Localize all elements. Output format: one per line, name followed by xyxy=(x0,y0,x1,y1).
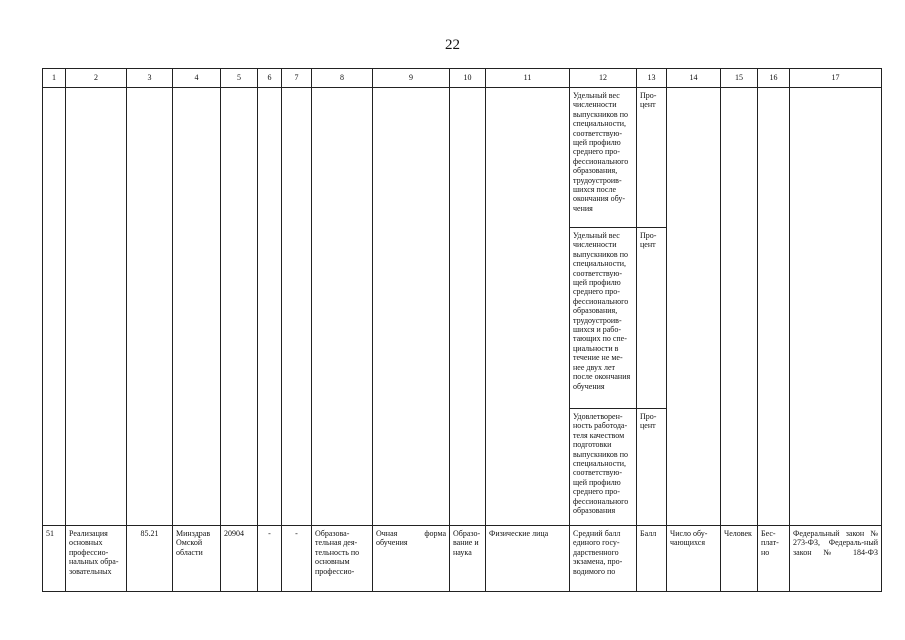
empty-cell xyxy=(173,88,221,526)
empty-cell xyxy=(312,88,373,526)
services-table xyxy=(42,68,882,592)
service-form: Очная форма обучения xyxy=(373,526,450,592)
header-cell: 10 xyxy=(450,69,486,88)
okved-code: 85.21 xyxy=(127,526,173,592)
quality-indicator: Средний балл единого госу-дарственного экзамена, про-водимого по xyxy=(570,526,637,592)
header-cell: 3 xyxy=(127,69,173,88)
activity-type: Образова-тельная дея-тельность по основным профессио- xyxy=(312,526,373,592)
empty-cell xyxy=(373,88,450,526)
header-cell: 14 xyxy=(667,69,721,88)
indicator-unit: Про-цент xyxy=(637,409,667,526)
column-number-row xyxy=(43,69,882,88)
payment-type: Бес-плат-но xyxy=(758,526,790,592)
header-cell: 9 xyxy=(373,69,450,88)
quality-unit: Балл xyxy=(637,526,667,592)
indicator-unit: Про-цент xyxy=(637,228,667,409)
page-number: 22 xyxy=(445,37,460,53)
header-cell: 8 xyxy=(312,69,373,88)
empty-cell xyxy=(790,88,882,526)
legal-basis: Федеральный закон № 273-ФЗ, Федераль-ный закон № 184-ФЗ xyxy=(790,526,882,592)
indicator-name: Удовлетворен-ность работода-теля качеством подготовки выпускников по специальности, соответствую-щей профилю среднего про-фессионального образования xyxy=(570,409,637,526)
header-cell: 6 xyxy=(258,69,282,88)
empty-cell xyxy=(450,88,486,526)
header-cell: 7 xyxy=(282,69,312,88)
header-cell: 13 xyxy=(637,69,667,88)
empty-cell xyxy=(486,88,570,526)
header-cell: 5 xyxy=(221,69,258,88)
authority-name: Минздрав Омской области xyxy=(173,526,221,592)
empty-cell xyxy=(758,88,790,526)
empty-cell xyxy=(66,88,127,526)
empty-cell xyxy=(258,88,282,526)
header-cell: 16 xyxy=(758,69,790,88)
volume-unit: Человек xyxy=(721,526,758,592)
consumer-category: Физические лица xyxy=(486,526,570,592)
volume-indicator: Число обу-чающихся xyxy=(667,526,721,592)
empty-cell xyxy=(667,88,721,526)
header-cell: 12 xyxy=(570,69,637,88)
empty-cell xyxy=(721,88,758,526)
indicator-unit: Про-цент xyxy=(637,88,667,228)
empty-cell xyxy=(282,88,312,526)
header-cell: 1 xyxy=(43,69,66,88)
continued-indicator-row xyxy=(43,88,882,228)
header-cell: 2 xyxy=(66,69,127,88)
sphere: Образо-вание и наука xyxy=(450,526,486,592)
row-number: 51 xyxy=(43,526,66,592)
empty-cell xyxy=(43,88,66,526)
empty-cell xyxy=(127,88,173,526)
authority-code: 20904 xyxy=(221,526,258,592)
header-cell: 17 xyxy=(790,69,882,88)
indicator-name: Удельный вес численности выпускников по специальности, соответствую-щей профилю среднего про-фессионального образования, трудоустроив-шихся и рабо-тающих по спе-циальности в течение не ме-нее двух лет после окончания обучения xyxy=(570,228,637,409)
indicator-name: Удельный вес численности выпускников по специальности, соответствую-щей профилю среднего про-фессионального образования, трудоустроив-шихся после окончания обу-чения xyxy=(570,88,637,228)
service-name: Реализация основных профессио-нальных обра-зовательных xyxy=(66,526,127,592)
header-cell: 11 xyxy=(486,69,570,88)
header-cell: 4 xyxy=(173,69,221,88)
col6-value: - xyxy=(258,526,282,592)
col7-value: - xyxy=(282,526,312,592)
empty-cell xyxy=(221,88,258,526)
table-row xyxy=(43,526,882,592)
header-cell: 15 xyxy=(721,69,758,88)
